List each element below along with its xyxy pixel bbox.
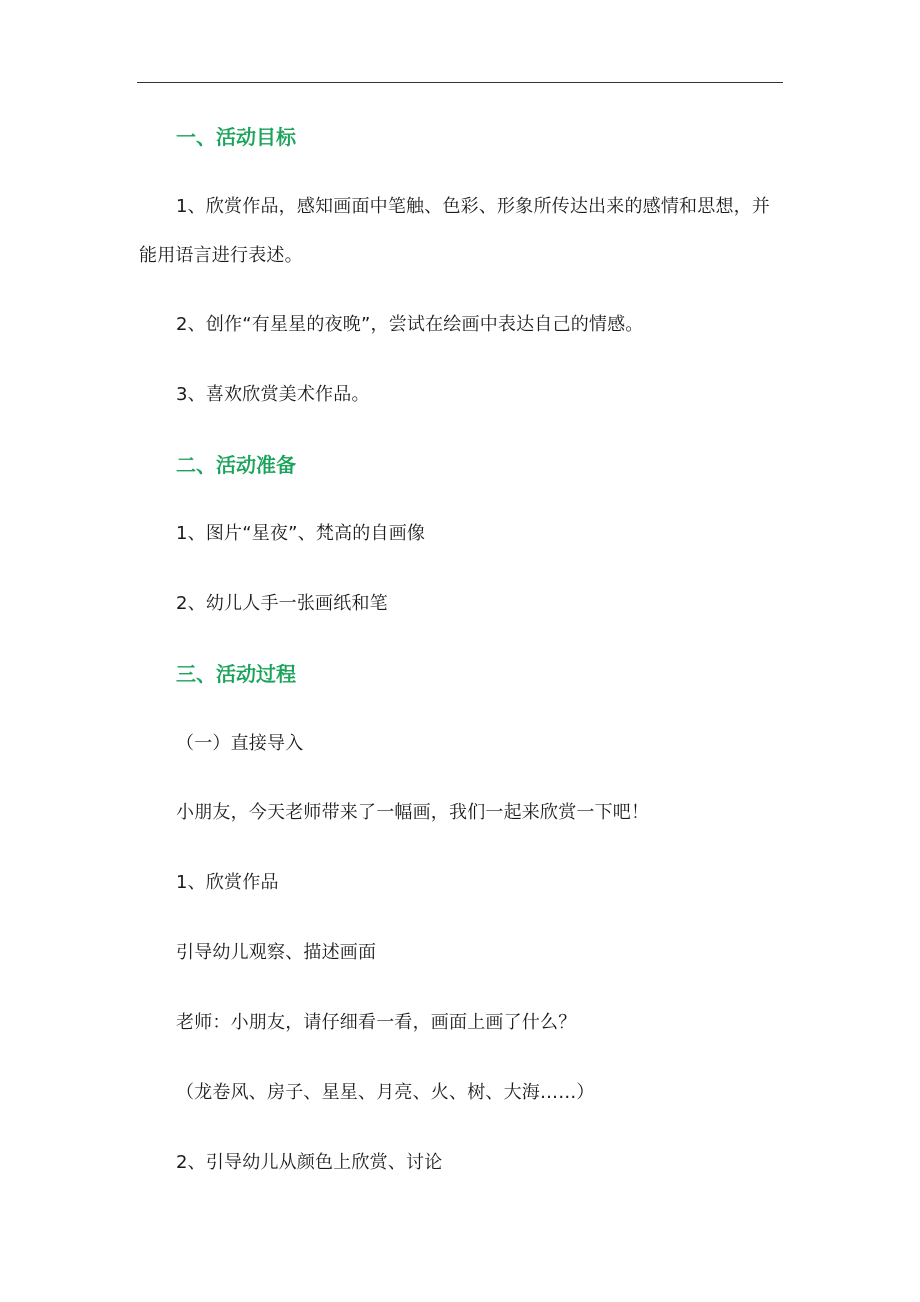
process-teacher-question: 老师：小朋友，请仔细看一看，画面上画了什么？ [176,1012,577,1033]
process-guide: 引导幼儿观察、描述画面 [176,942,377,963]
process-sub-1: 1、欣赏作品 [176,872,279,893]
process-expected-answer: （龙卷风、房子、星星、月亮、火、树、大海……） [176,1082,595,1103]
goal-1-line-2: 能用语言进行表述。 [139,245,303,266]
process-step-1-title: （一）直接导入 [176,733,304,754]
goal-1-line-1: 1、欣赏作品，感知画面中笔触、色彩、形象所传达出来的感情和思想，并 [176,196,771,217]
goal-3: 3、喜欢欣赏美术作品。 [176,384,370,405]
section-heading-preparation: 二、活动准备 [176,453,296,477]
process-intro: 小朋友，今天老师带来了一幅画，我们一起来欣赏一下吧！ [176,802,650,823]
section-heading-goals: 一、活动目标 [176,125,296,149]
process-sub-2: 2、引导幼儿从颜色上欣赏、讨论 [176,1152,443,1173]
goal-2: 2、创作“有星星的夜晚”，尝试在绘画中表达自己的情感。 [176,314,644,335]
preparation-item-2: 2、幼儿人手一张画纸和笔 [176,593,388,614]
preparation-item-1: 1、图片“星夜”、梵高的自画像 [176,523,426,544]
header-rule [137,82,783,83]
section-heading-process: 三、活动过程 [176,662,296,686]
